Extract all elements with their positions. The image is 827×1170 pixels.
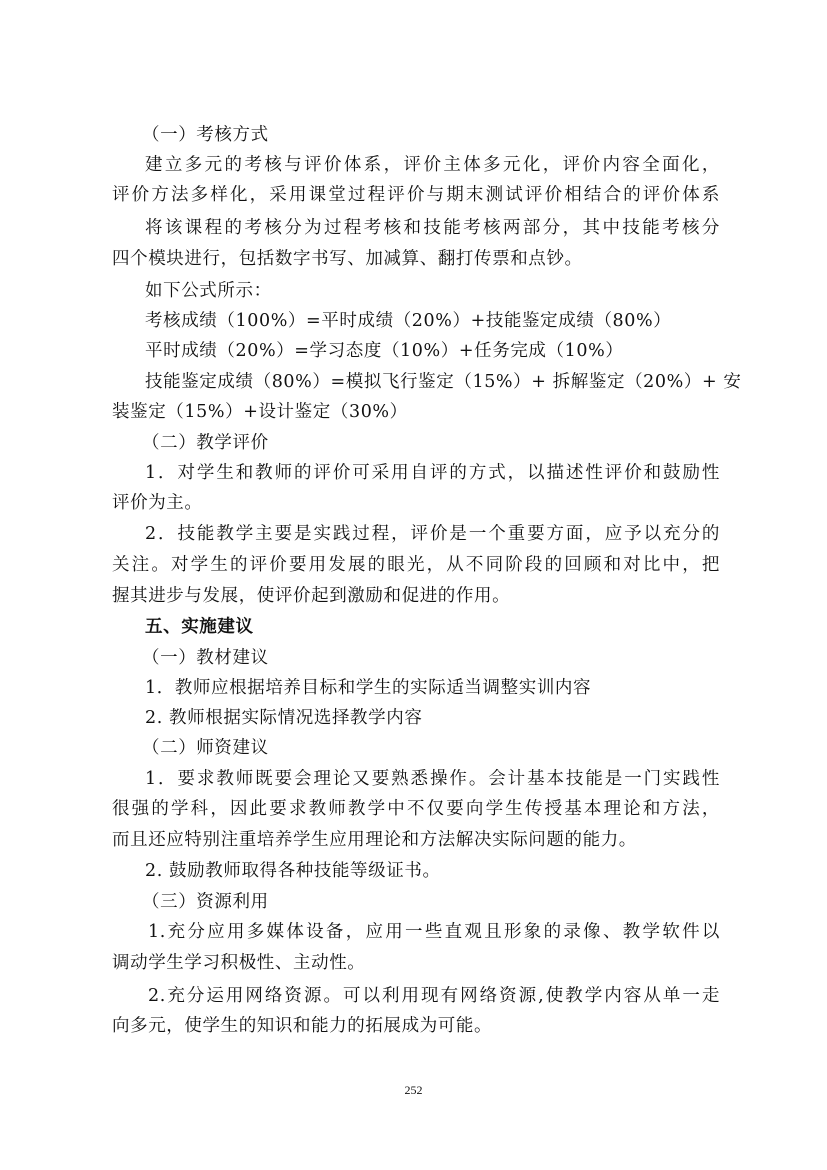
- paragraph-line: 向多元，使学生的知识和能力的拓展成为可能。: [112, 1016, 493, 1036]
- formula-line: 考核成绩（100%）=平时成绩（20%）+技能鉴定成绩（80%）: [145, 311, 672, 331]
- paragraph-line: 评价为主。: [112, 493, 203, 513]
- paragraph-line: 关注。对学生的评价要用发展的眼光，从不同阶段的回顾和对比中，把: [112, 555, 720, 575]
- section-heading-textbook: （一）教材建议: [142, 648, 269, 668]
- paragraph-line: 2.充分运用网络资源。可以利用现有网络资源,使教学内容从单一走: [148, 986, 720, 1006]
- paragraph-line: 而且还应特别注重培养学生应用理论和方法解决实际问题的能力。: [112, 830, 637, 850]
- section-heading-assessment-method: （一）考核方式: [142, 125, 269, 145]
- chapter-heading-implementation: 五、实施建议: [145, 617, 254, 637]
- formula-line: 平时成绩（20%）=学习态度（10%）+任务完成（10%）: [145, 341, 624, 361]
- paragraph-line: 四个模块进行，包括数字书写、加减算、翻打传票和点钞。: [112, 249, 583, 269]
- paragraph-line: 评价方法多样化，采用课堂过程评价与期末测试评价相结合的评价体系: [112, 185, 720, 205]
- paragraph-line: 1．要求教师既要会理论又要熟悉操作。会计基本技能是一门实践性: [145, 769, 720, 789]
- list-item: 1．教师应根据培养目标和学生的实际适当调整实训内容: [145, 678, 592, 698]
- list-item: 2. 教师根据实际情况选择教学内容: [145, 708, 423, 728]
- page-number: 252: [404, 1083, 423, 1097]
- section-heading-resources: （三）资源利用: [142, 892, 269, 912]
- paragraph-line: 2．技能教学主要是实践过程，评价是一个重要方面，应予以充分的: [145, 524, 720, 544]
- paragraph-line: 1.充分应用多媒体设备，应用一些直观且形象的录像、教学软件以: [148, 922, 720, 942]
- list-item: 2. 鼓励教师取得各种技能等级证书。: [145, 861, 441, 881]
- paragraph-line: 调动学生学习积极性、主动性。: [112, 953, 366, 973]
- paragraph-line: 建立多元的考核与评价体系，评价主体多元化，评价内容全面化，: [145, 155, 720, 175]
- paragraph-line: 如下公式所示：: [145, 281, 272, 301]
- formula-line: 装鉴定（15%）+设计鉴定（30%）: [112, 402, 408, 422]
- section-heading-teaching-evaluation: （二）教学评价: [142, 433, 269, 453]
- paragraph-line: 1．对学生和教师的评价可采用自评的方式，以描述性评价和鼓励性: [145, 463, 720, 483]
- paragraph-line: 握其进步与发展，使评价起到激励和促进的作用。: [112, 586, 511, 606]
- paragraph-line: 将该课程的考核分为过程考核和技能考核两部分，其中技能考核分: [145, 218, 720, 238]
- formula-line: 技能鉴定成绩（80%）=模拟飞行鉴定（15%）+ 拆解鉴定（20%）+ 安: [145, 372, 742, 392]
- paragraph-line: 很强的学科，因此要求教师教学中不仅要向学生传授基本理论和方法，: [112, 799, 720, 819]
- section-heading-faculty: （二）师资建议: [142, 738, 269, 758]
